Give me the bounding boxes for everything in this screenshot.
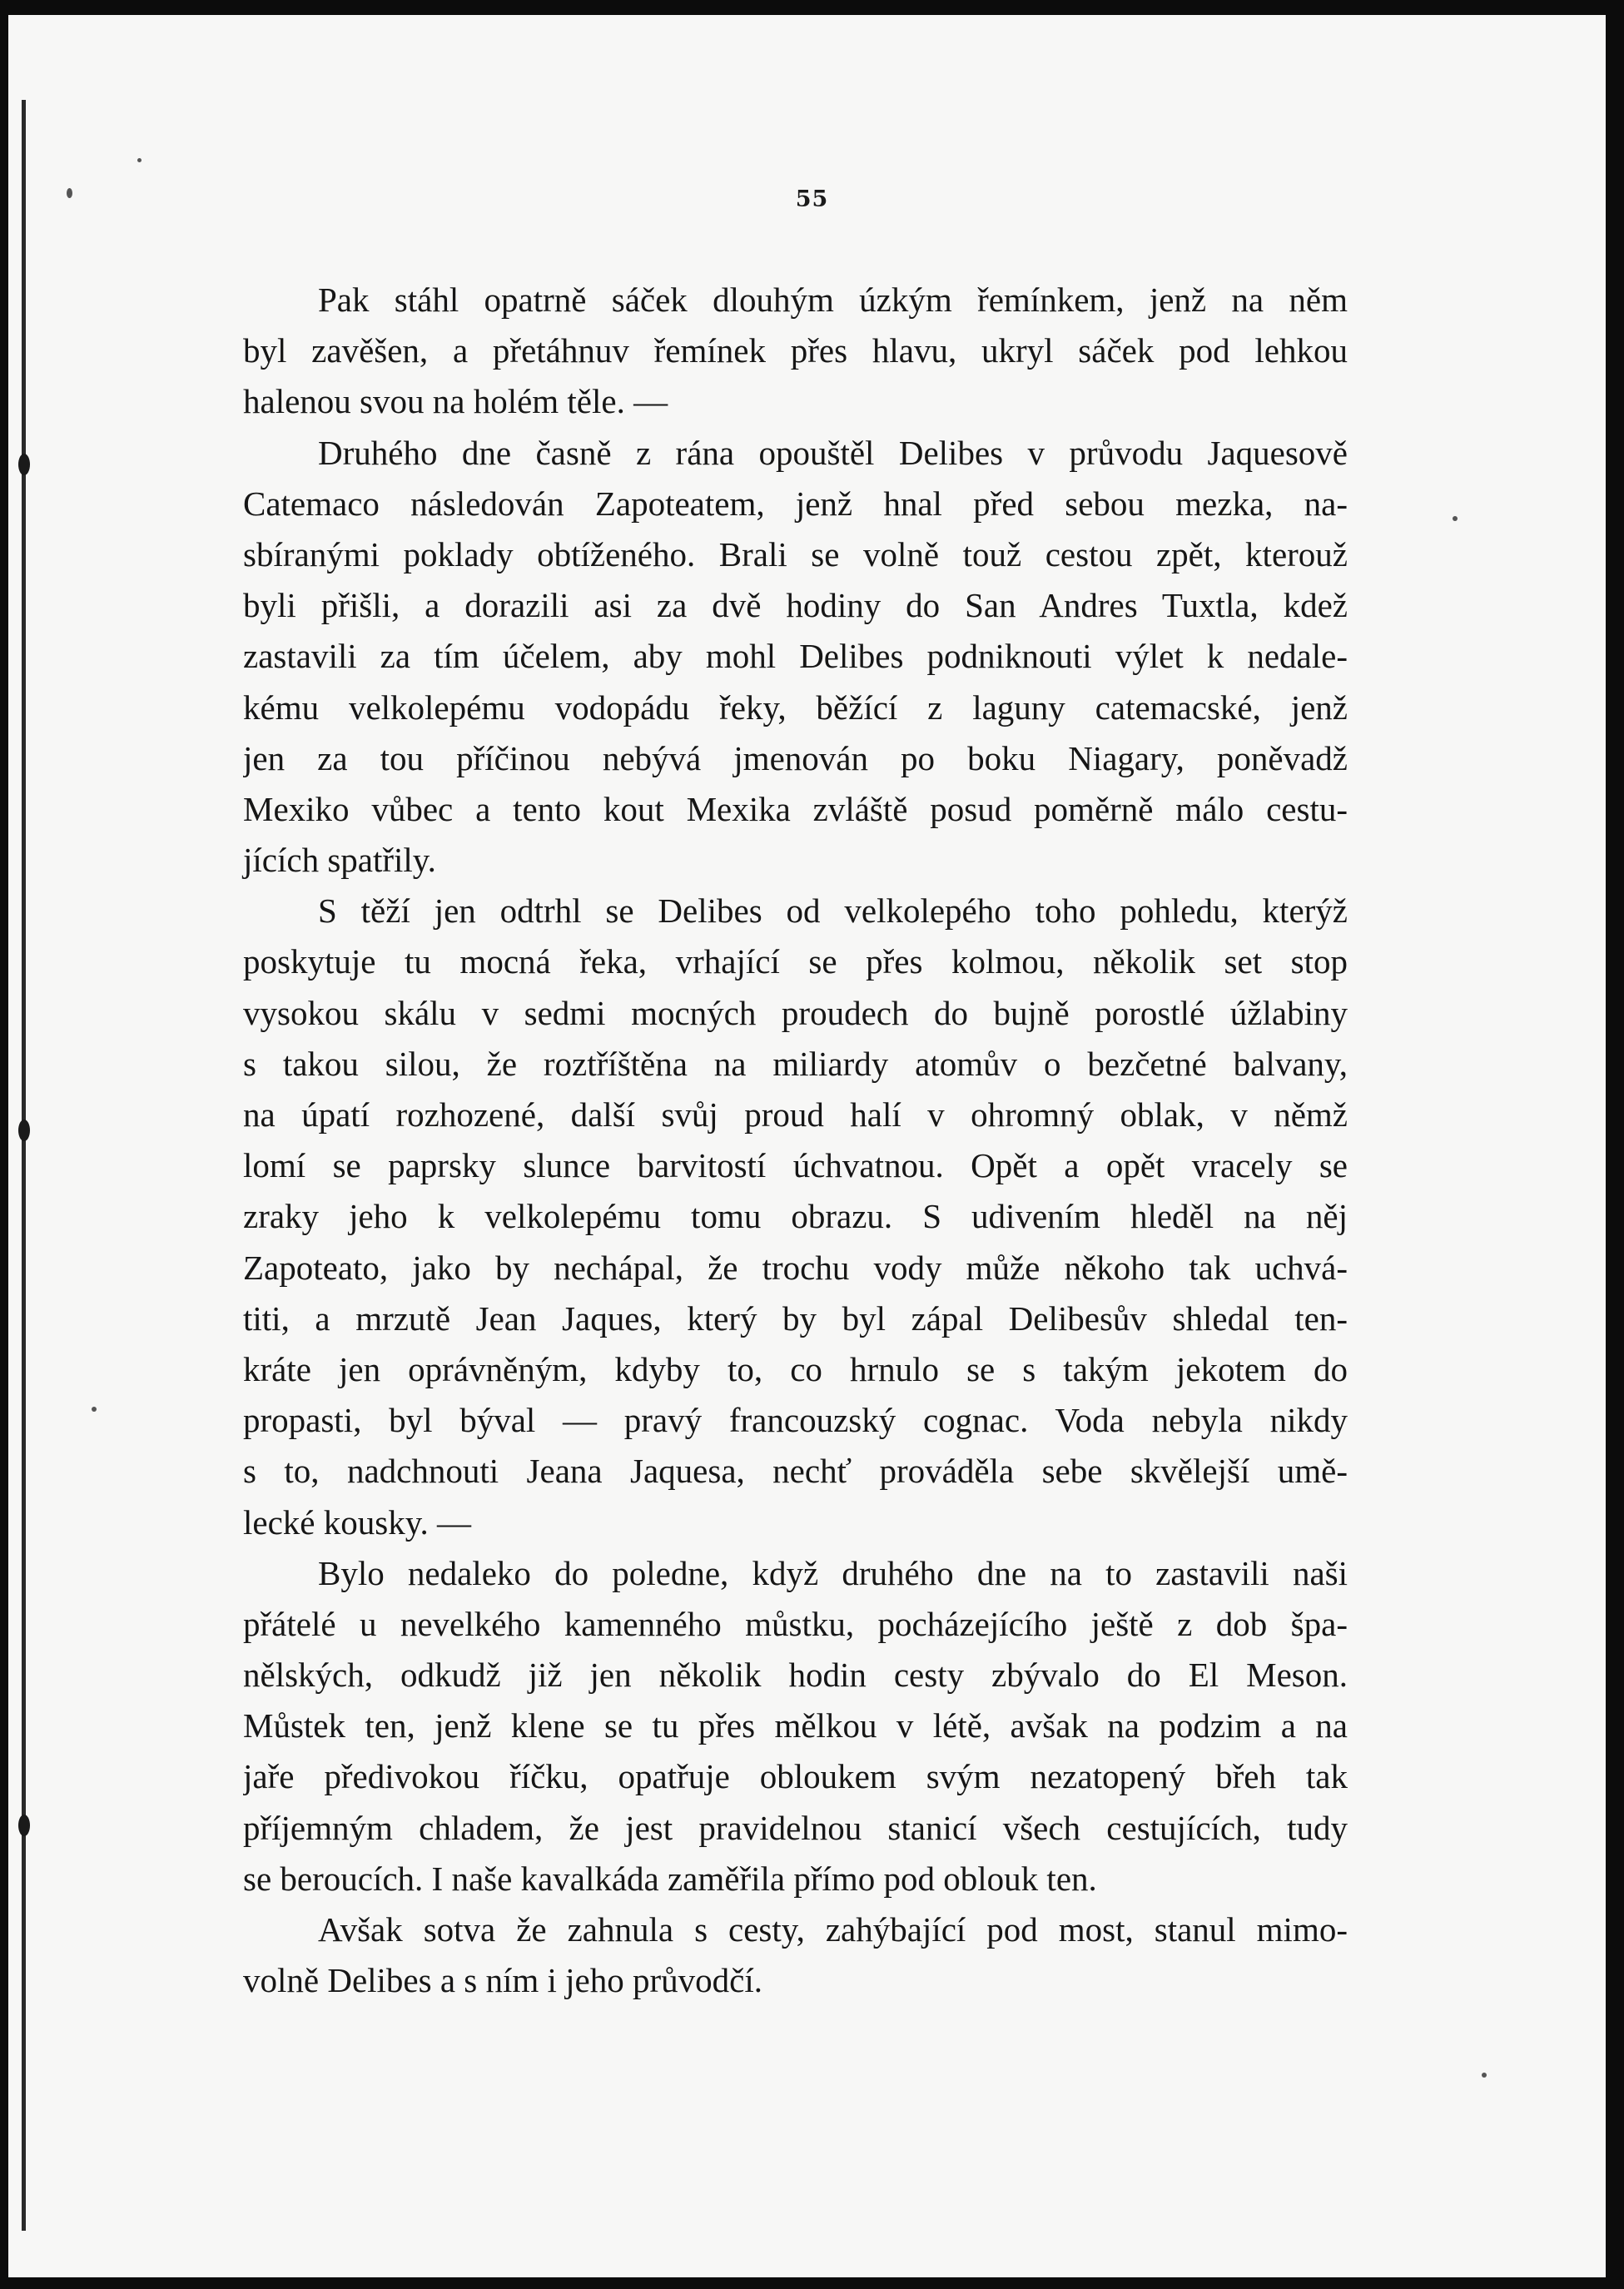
body-text bbox=[243, 275, 1348, 2006]
text-line: sbíranými poklady obtíženého. Brali se volně touž cestou zpět, kterouž bbox=[243, 534, 1348, 573]
paper-speck bbox=[137, 158, 142, 162]
text-line: halenou svou na holém těle. — bbox=[243, 382, 668, 421]
paper-speck bbox=[92, 1407, 97, 1412]
text-line: propasti, byl býval — pravý francouzský cognac. Voda nebyla nikdy bbox=[243, 1401, 1348, 1440]
text-line: přátelé u nevelkého kamenného můstku, pocházejícího ještě z dob špa- bbox=[243, 1604, 1348, 1643]
paper-speck bbox=[1453, 516, 1458, 521]
text-line: jen za tou příčinou nebývá jmenován po boku Niagary, poněvadž bbox=[243, 738, 1348, 777]
text-line: byli přišli, a dorazili asi za dvě hodiny do San Andres Tuxtla, kdež bbox=[243, 586, 1348, 625]
text-line: Pak stáhl opatrně sáček dlouhým úzkým řemínkem, jenž na něm bbox=[318, 281, 1348, 319]
text-line: zraky jeho k velkolepému tomu obrazu. S udivením hleděl na něj bbox=[243, 1197, 1348, 1236]
text-line: Můstek ten, jenž klene se tu přes mělkou v létě, avšak na podzim a na bbox=[243, 1706, 1348, 1745]
text-line: poskytuje tu mocná řeka, vrhající se přes kolmou, několik set stop bbox=[243, 942, 1348, 981]
text-line: Zapoteato, jako by nechápal, že trochu vody může někoho tak uchvá- bbox=[243, 1248, 1348, 1287]
text-line: jících spatřily. bbox=[243, 841, 436, 880]
text-line: S těží jen odtrhl se Delibes od velkolepého toho pohledu, kterýž bbox=[318, 891, 1348, 931]
text-line: na úpatí rozhozené, další svůj proud halí v ohromný oblak, v němž bbox=[243, 1095, 1348, 1134]
paper-speck bbox=[1482, 2073, 1487, 2078]
text-line: s takou silou, že roztříštěna na miliardy atomův o bezčetné balvany, bbox=[243, 1044, 1348, 1083]
text-line: titi, a mrzutě Jean Jaques, který by byl zápal Delibesův shledal ten- bbox=[243, 1298, 1348, 1338]
text-line: byl zavěšen, a přetáhnuv řemínek přes hlavu, ukryl sáček pod lehkou bbox=[243, 331, 1348, 370]
text-line: zastavili za tím účelem, aby mohl Delibes podniknouti výlet k nedale- bbox=[243, 637, 1348, 676]
text-line: Catemaco následován Zapoteatem, jenž hnal před sebou mezka, na- bbox=[243, 484, 1348, 523]
text-line: Bylo nedaleko do poledne, když druhého dne na to zastavili naši bbox=[318, 1553, 1348, 1592]
text-line: Mexiko vůbec a tento kout Mexika zvláště posud poměrně málo cestu- bbox=[243, 789, 1348, 828]
text-line: vysokou skálu v sedmi mocných proudech do bujně porostlé úžlabiny bbox=[243, 993, 1348, 1032]
text-line: Avšak sotva že zahnula s cesty, zahýbající pod most, stanul mimo- bbox=[318, 1910, 1348, 1949]
text-line: kému velkolepému vodopádu řeky, běžící z laguny catemacské, jenž bbox=[243, 688, 1348, 727]
binding-mark bbox=[18, 1120, 30, 1141]
text-line: volně Delibes a s ním i jeho průvodčí. bbox=[243, 1961, 762, 2000]
binding-mark bbox=[18, 1815, 30, 1836]
text-line: jaře předivokou říčku, opatřuje obloukem svým nezatopený břeh tak bbox=[243, 1757, 1348, 1796]
text-line: lecké kousky. — bbox=[243, 1502, 472, 1542]
text-line: lomí se paprsky slunce barvitostí úchvatnou. Opět a opět vracely se bbox=[243, 1146, 1348, 1185]
page-number: 55 bbox=[795, 186, 829, 212]
text-line: Druhého dne časně z rána opouštěl Delibes v průvodu Jaquesově bbox=[318, 433, 1348, 472]
binding-mark bbox=[18, 454, 30, 475]
text-line: s to, nadchnouti Jeana Jaquesa, nechť prováděla sebe skvělejší umě- bbox=[243, 1452, 1348, 1491]
text-line: příjemným chladem, že jest pravidelnou stanicí všech cestujících, tudy bbox=[243, 1808, 1348, 1847]
binding-edge bbox=[22, 100, 26, 2231]
text-line: kráte jen oprávněným, kdyby to, co hrnulo se s takým jekotem do bbox=[243, 1349, 1348, 1388]
text-line: se beroucích. I naše kavalkáda zaměřila přímo pod oblouk ten. bbox=[243, 1859, 1097, 1898]
text-line: nělských, odkudž již jen několik hodin cesty zbývalo do El Meson. bbox=[243, 1656, 1348, 1695]
